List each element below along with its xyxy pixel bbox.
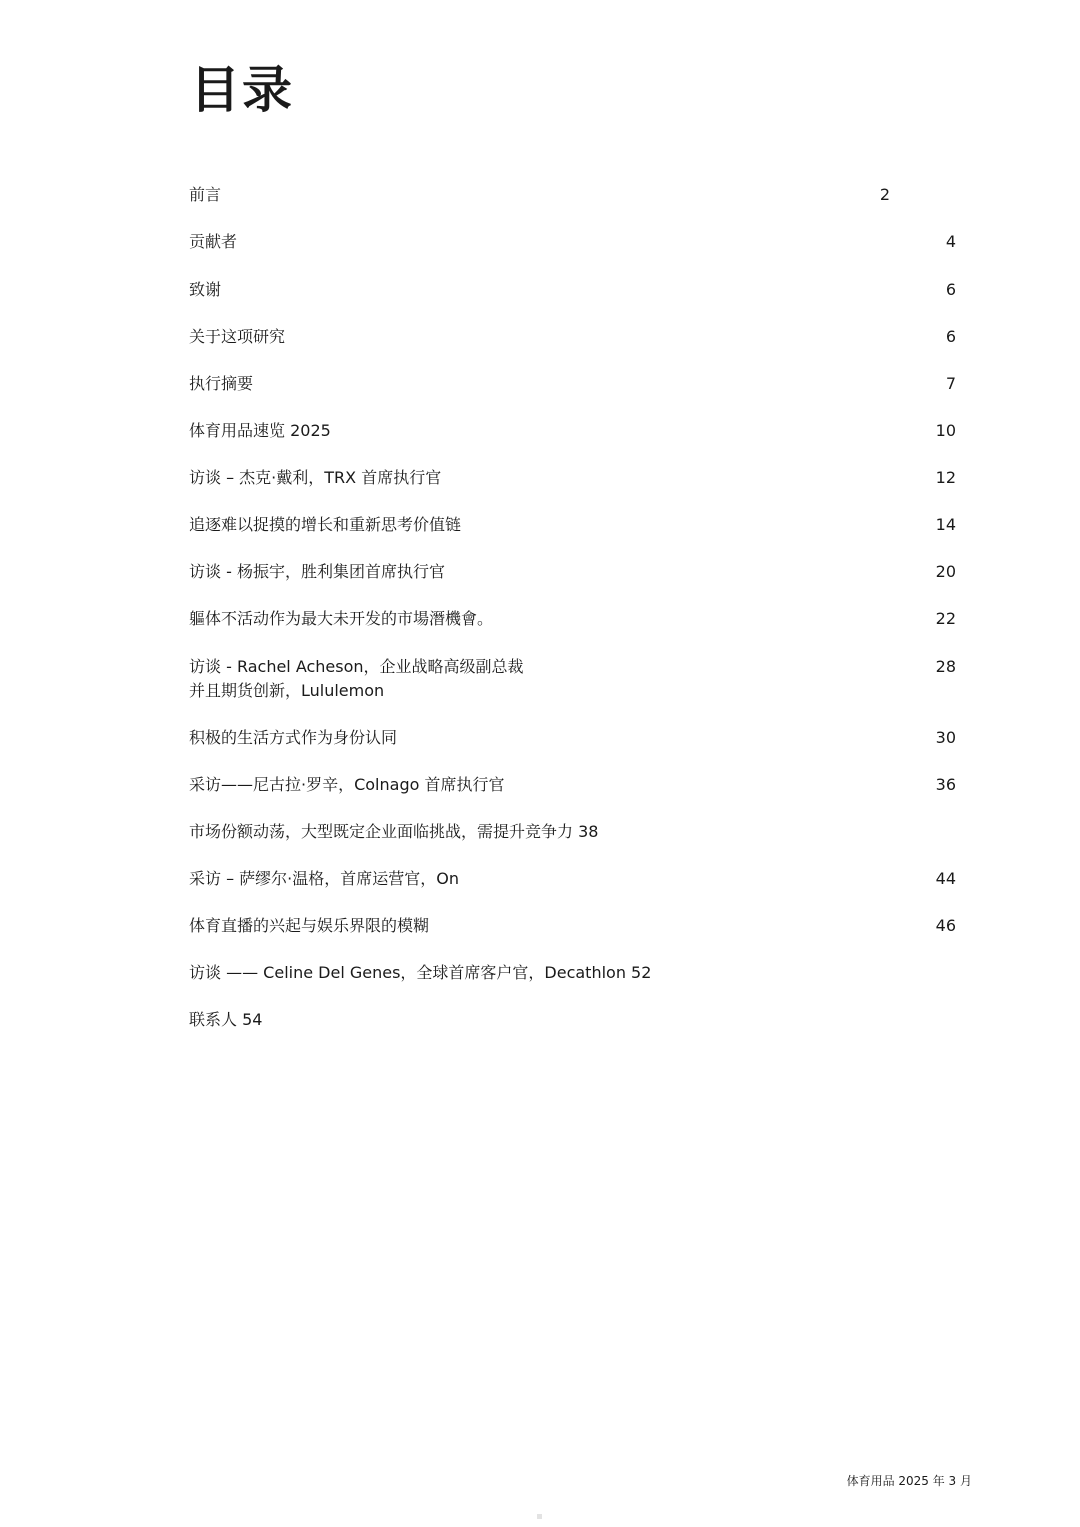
toc-entry-label: 联系人 54 bbox=[189, 1010, 263, 1029]
toc-entry[interactable] bbox=[189, 325, 956, 349]
toc-entry[interactable] bbox=[189, 278, 956, 302]
page-title: 目录 bbox=[190, 61, 294, 119]
toc-entry-page: 2 bbox=[879, 185, 890, 204]
toc-entry[interactable] bbox=[189, 961, 956, 985]
toc-entry-page: 44 bbox=[935, 869, 956, 888]
toc-entry-page: 12 bbox=[935, 468, 956, 487]
toc-entry-page: 20 bbox=[935, 562, 956, 581]
toc-entry[interactable] bbox=[189, 372, 956, 396]
toc-entry-label: 访谈 —— Celine Del Genes，全球首席客户官，Decathlon 52 bbox=[189, 963, 652, 982]
toc-entry[interactable] bbox=[189, 607, 956, 631]
toc-entry-page: 6 bbox=[945, 280, 956, 299]
toc-entry-label: 前言 bbox=[189, 185, 222, 204]
page-marker-dot bbox=[537, 1514, 542, 1519]
toc-entry[interactable] bbox=[189, 230, 956, 254]
toc-entry-page: 7 bbox=[945, 374, 956, 393]
toc-entry-page: 4 bbox=[945, 232, 956, 251]
toc-entry-page: 30 bbox=[935, 728, 956, 747]
toc-entry-page: 36 bbox=[935, 775, 956, 794]
toc-entry-label: 体育用品速览 2025 bbox=[189, 421, 331, 440]
toc-entry[interactable] bbox=[189, 820, 956, 844]
toc-entry-label: 軀体不活动作为最大未开发的市場潛機會。 bbox=[189, 609, 494, 628]
toc-entry-label: 访谈 – 杰克·戴利，TRX 首席执行官 bbox=[189, 468, 442, 487]
toc-entry[interactable] bbox=[189, 1008, 956, 1032]
toc-entry-page: 28 bbox=[935, 657, 956, 676]
toc-entry[interactable] bbox=[189, 867, 956, 891]
toc-entry-page: 6 bbox=[945, 327, 956, 346]
toc-entry-label: 关于这项研究 bbox=[189, 327, 286, 346]
toc-entry-label bbox=[189, 655, 524, 703]
toc-entry-label: 采访——尼古拉·罗辛，Colnago 首席执行官 bbox=[189, 775, 505, 794]
toc-entry-page: 22 bbox=[935, 609, 956, 628]
toc-entry-label-line: 并且期货创新，Lululemon bbox=[189, 681, 385, 700]
toc-entry-label: 追逐难以捉摸的增长和重新思考价值链 bbox=[189, 515, 462, 534]
page-footer: 体育用品 2025 年 3 月 bbox=[846, 1474, 972, 1488]
toc-entry[interactable] bbox=[189, 560, 956, 584]
toc-entry[interactable] bbox=[189, 655, 956, 703]
toc-entry-label: 执行摘要 bbox=[189, 374, 254, 393]
toc-entry[interactable] bbox=[189, 914, 956, 938]
toc-entry-label: 致谢 bbox=[189, 280, 222, 299]
toc-entry-label: 采访 – 萨缪尔·温格，首席运营官，On bbox=[189, 869, 459, 888]
toc-entry-label-line: 访谈 - Rachel Acheson，企业战略高级副总裁 bbox=[189, 657, 524, 676]
toc-entry[interactable] bbox=[189, 466, 956, 490]
toc-entry[interactable] bbox=[189, 773, 956, 797]
toc-entry-label: 体育直播的兴起与娱乐界限的模糊 bbox=[189, 916, 430, 935]
toc-entry-page: 10 bbox=[935, 421, 956, 440]
toc-entry[interactable] bbox=[189, 183, 956, 207]
toc-entry[interactable] bbox=[189, 419, 956, 443]
toc-entry[interactable] bbox=[189, 726, 956, 750]
toc-entry-label: 贡献者 bbox=[189, 232, 238, 251]
toc-entry-page: 14 bbox=[935, 515, 956, 534]
toc-entry-label: 积极的生活方式作为身份认同 bbox=[189, 728, 398, 747]
toc-entry[interactable] bbox=[189, 513, 956, 537]
toc-entry-label: 市场份额动荡，大型既定企业面临挑战，需提升竞争力 38 bbox=[189, 822, 599, 841]
toc-entry-page: 46 bbox=[935, 916, 956, 935]
toc-entry-label: 访谈 - 杨振宇，胜利集团首席执行官 bbox=[189, 562, 445, 581]
